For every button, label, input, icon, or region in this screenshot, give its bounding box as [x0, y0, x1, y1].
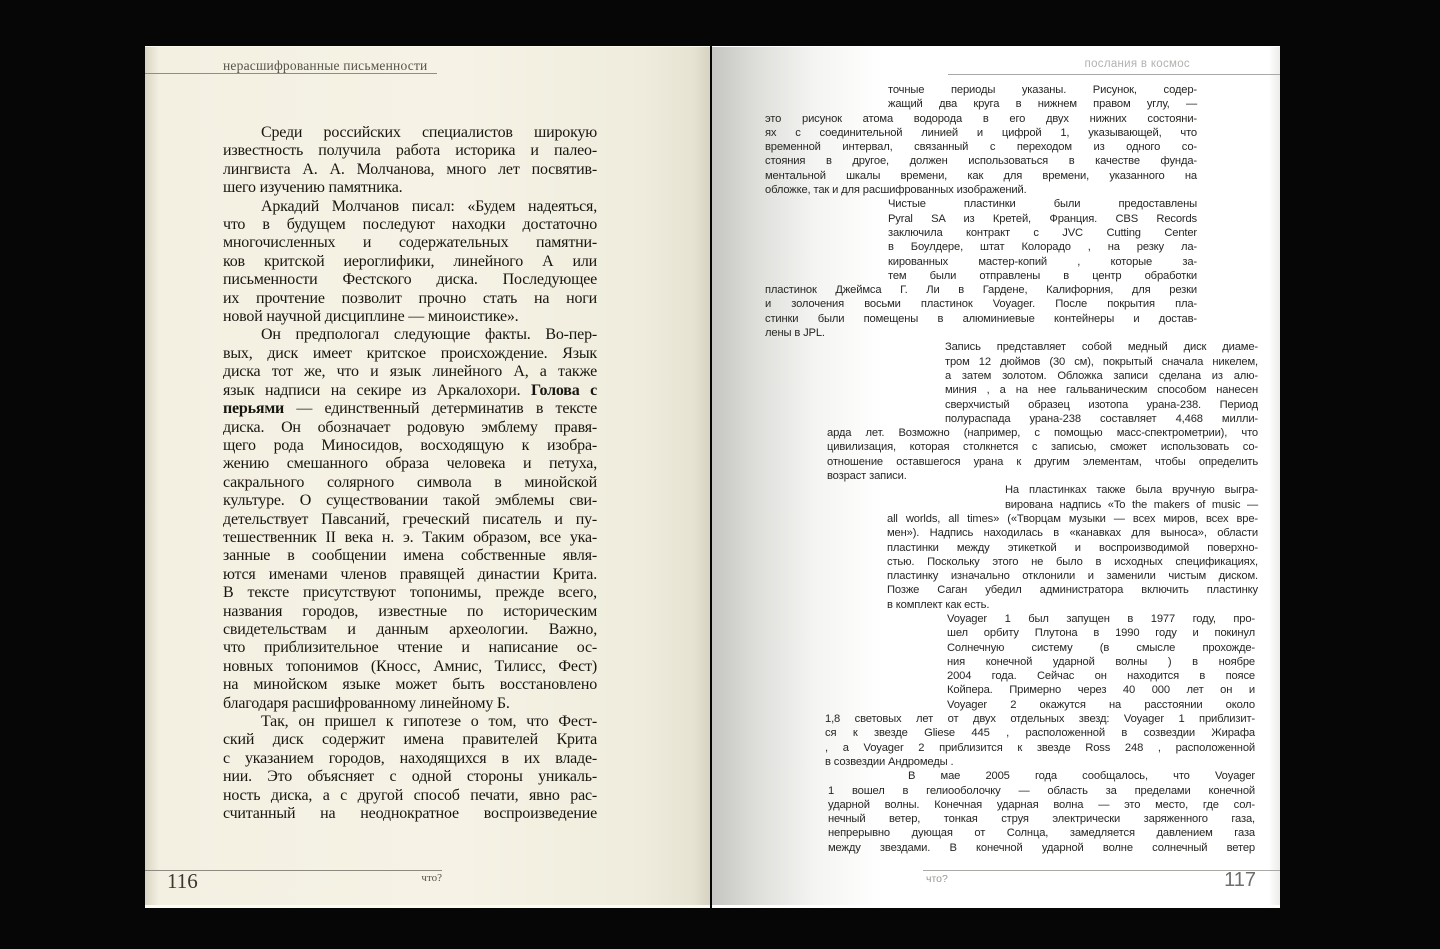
text-line: их прочтение позволит прочно стать на ноги — [223, 289, 597, 307]
text-line: ях с соединительной линией и цифрой 1, указывающей, что — [765, 126, 1197, 139]
text-line: 1 вошел в гелиооболочку — область за пределами конечной — [828, 784, 1255, 797]
text-line: в Боулдере, штат Колорадо , на резку ла- — [888, 241, 1197, 254]
paragraph — [223, 713, 597, 823]
header-rule-right — [948, 74, 1280, 75]
text-line: Позже Саган убедил администратора включить пластинку — [887, 584, 1258, 597]
right-page-body-text — [765, 83, 1258, 855]
text-line: ся к звезде Gliese 445 , расположенной в созвездии Жирафа — [825, 727, 1255, 740]
text-line: детельствует Павсаний, греческий писатель и пу- — [223, 510, 597, 528]
text-line: известность получила работа историка и палео- — [223, 142, 597, 160]
text-line: вых, диск имеет критское происхождение. Язык — [223, 344, 597, 362]
text-line: точные периоды указаны. Рисунок, содер- — [888, 84, 1197, 96]
text-line: тешественник II века н. э. Таким образом, все ука- — [223, 528, 597, 546]
text-line: Voyager 2 окажутся на расстоянии около — [947, 698, 1255, 711]
text-line: с указанием городов, находящихся в их владе- — [223, 749, 597, 767]
text-line: и золочения восьми пластинок Voyager. После покрытия пла- — [765, 298, 1197, 311]
text-line: на минойском языке может быть восстановлено — [223, 676, 597, 694]
text-line: пластинок Джеймса Г. Ли в Гардене, Калифорния, для резки — [765, 284, 1197, 297]
text-line: 1,8 световых лет от двух отдельных звезд: Voyager 1 приблизит- — [825, 713, 1255, 726]
left-page-body-text — [223, 124, 597, 823]
text-line: занные в сообщении имена собственные явля- — [223, 547, 597, 565]
text-line: нечный ветер, тонкая струя электрически заряженного газа, — [828, 813, 1255, 826]
text-line: что в будущем последуют находки достаточно — [223, 216, 597, 234]
text-line: перьями — единственный детерминатив в тексте — [223, 400, 597, 418]
text-line: в комплект как есть. — [887, 598, 990, 611]
running-header-left: нерасшифрованные письменности — [223, 58, 428, 73]
text-line: ударной волны. Конечная ударная волна — это место, где сол- — [828, 798, 1255, 811]
text-line: тем были отправлены в центр обработки — [888, 269, 1197, 282]
text-line: Pyral SA из Кретей, Франция. CBS Records — [888, 212, 1197, 225]
text-line: пластинки между этикеткой и воспроизводимой поверхно- — [887, 541, 1258, 554]
text-line: письменности Фестского диска. Последующее — [223, 271, 597, 289]
text-line: В мае 2005 года сообщалось, что Voyager — [908, 770, 1255, 783]
text-line: миния , а на нее гальваническим способом нанесен — [945, 384, 1258, 397]
text-line: культуре. О существовании такой эмблемы сви- — [223, 492, 597, 510]
text-line: ков критской иероглифики, линейного А или — [223, 252, 597, 270]
text-line: названия городов, известные по историческим — [223, 602, 597, 620]
text-line: а затем золотом. Обложка записи сделана из алю- — [945, 369, 1258, 382]
text-line: all worlds, all times» («Творцам музыки — всех миров, всех вре- — [887, 512, 1258, 525]
paragraph — [223, 198, 597, 327]
footer-label-right: что? — [926, 873, 948, 885]
text-line: ния конечной ударной волны ) в ноябре — [947, 655, 1255, 668]
text-line: благодаря расшифрованному линейному Б. — [223, 694, 510, 712]
text-line: , а Voyager 2 приблизится к звезде Ross 248 , расположенной — [825, 741, 1255, 754]
paragraph — [828, 769, 1255, 855]
text-line: лингвиста А. А. Молчанова, много лет посвятив- — [223, 160, 597, 178]
paragraph — [765, 83, 1197, 197]
paragraph — [887, 483, 1258, 612]
text-line: вирована надпись «To the makers of music — — [1005, 498, 1258, 511]
text-line: непрерывно дующая от Солнца, замедляется давлением газа — [828, 827, 1255, 840]
text-line: На пластинках также была вручную выгра- — [1005, 484, 1258, 497]
right-page — [712, 46, 1280, 908]
text-line: Аркадий Молчанов писал: «Будем надеяться, — [261, 197, 597, 215]
text-line: обложке, так и для расшифрованных изображений. — [765, 184, 1027, 197]
text-line: многочисленных и содержательных памятни- — [223, 234, 597, 252]
text-line: ментальной шкалы времени, как для времени, указанного на — [765, 169, 1197, 182]
text-line: ются именами членов правящей династии Крита. — [223, 565, 597, 583]
text-line: возраст записи. — [827, 470, 907, 483]
text-line: новой научной дисциплине — миноистике». — [223, 308, 519, 326]
running-header-right: послания в космос — [1084, 58, 1190, 70]
text-line: мен»). Надпись находилась в «канавках для выноса», области — [887, 527, 1258, 540]
text-line: ский диск содержит имена правителей Крита — [223, 731, 597, 749]
text-line: пластинку изначально отклонили и заменили чистым диском. — [887, 570, 1258, 583]
text-line: ность диска, а с другой способ печати, явно рас- — [223, 786, 597, 804]
text-line: стояния в другое, должен использоваться в качестве фунда- — [765, 155, 1197, 168]
text-line: жению смешанного образа человека и петуха, — [223, 455, 597, 473]
paragraph — [223, 326, 597, 713]
paragraph — [825, 612, 1255, 769]
text-line: диска. Он обозначает родовую эмблему правя- — [223, 418, 597, 436]
text-line: Запись представляет собой медный диск диаме- — [945, 341, 1258, 354]
text-line: Voyager 1 был запущен в 1977 году, про- — [947, 612, 1255, 625]
text-line: Койпера. Примерно через 40 000 лет он и — [947, 684, 1255, 697]
text-line: 2004 года. Сейчас он находится в поясе — [947, 670, 1255, 683]
text-line: лены в JPL. — [765, 327, 825, 340]
text-line: временной интервал, связанный с переходом из одного со- — [765, 141, 1197, 154]
text-line: сверхчистый образец изотопа урана-238. Период — [945, 398, 1258, 411]
text-line: арда лет. Возможно (например, с помощью масс-спектрометрии), что — [827, 427, 1258, 440]
text-line: жащий два круга в нижнем правом углу, — — [888, 98, 1197, 111]
footer-label-left: что? — [421, 872, 442, 884]
text-line: Так, он пришел к гипотезе о том, что Фест- — [261, 713, 597, 730]
text-line: цивилизация, которая столкнется с записью, сможет использовать со- — [827, 441, 1258, 454]
text-line: стинки были помещены в алюминиевые контейнеры и достав- — [765, 312, 1197, 325]
paragraph — [765, 197, 1197, 340]
text-line: шел орбиту Плутона в 1990 году и покинул — [947, 627, 1255, 640]
text-line: заключила контракт с JVC Cutting Center — [888, 226, 1197, 239]
left-page — [145, 46, 710, 908]
text-line: это рисунок атома водорода в его двух нижних состояни- — [765, 112, 1197, 125]
text-line: в созвездии Андромеды . — [825, 755, 954, 768]
text-line: шего изучению памятника. — [223, 179, 403, 197]
paragraph — [223, 124, 597, 198]
text-line: язык надписи на секире из Аркалохори. Голова с — [223, 381, 597, 399]
text-line: между звездами. В конечной ударной волне солнечный ветер — [828, 841, 1255, 854]
text-line: что приблизительное чтение и написание ос- — [223, 639, 597, 657]
page-number-left: 116 — [167, 869, 198, 893]
text-line: кированных мастер-копий , которые за- — [888, 255, 1197, 268]
text-line: Чистые пластинки были предоставлены — [888, 198, 1197, 211]
text-line: отношение оставшегося урана к другим элементам, чтобы определить — [827, 455, 1258, 468]
text-line: считанный на неоднократное воспроизведение — [223, 805, 597, 823]
paragraph — [827, 340, 1258, 483]
page-number-right: 117 — [1224, 869, 1256, 891]
header-rule-left — [145, 73, 437, 74]
text-line: диска тот же, что и язык линейного А, а также — [223, 363, 597, 381]
text-line: стью. Поскольку этого не было в исходных спецификациях, — [887, 555, 1258, 568]
text-line: новных топонимов (Кносс, Амнис, Тилисс, Фест) — [223, 657, 597, 675]
text-line: полураспада урана-238 составляет 4,468 милли- — [945, 412, 1258, 425]
text-line: В тексте присутствуют топонимы, прежде всего, — [223, 584, 597, 602]
text-line: Солнечную систему (в смысле прохожде- — [947, 641, 1255, 654]
text-line: свидетельствам и данным археологии. Важно, — [223, 620, 597, 638]
text-line: щего рода Миносидов, восходящую к изобра- — [223, 436, 597, 454]
text-line: сакрального солярного символа в минойской — [223, 473, 597, 491]
text-line: Он предпологал следующие факты. Во-пер- — [261, 326, 597, 344]
text-line: Среди российских специалистов широкую — [261, 124, 597, 141]
text-line: нии. Это объясняет с одной стороны уникаль- — [223, 768, 597, 786]
text-line: тром 12 дюймов (30 см), покрытый сначала никелем, — [945, 355, 1258, 368]
